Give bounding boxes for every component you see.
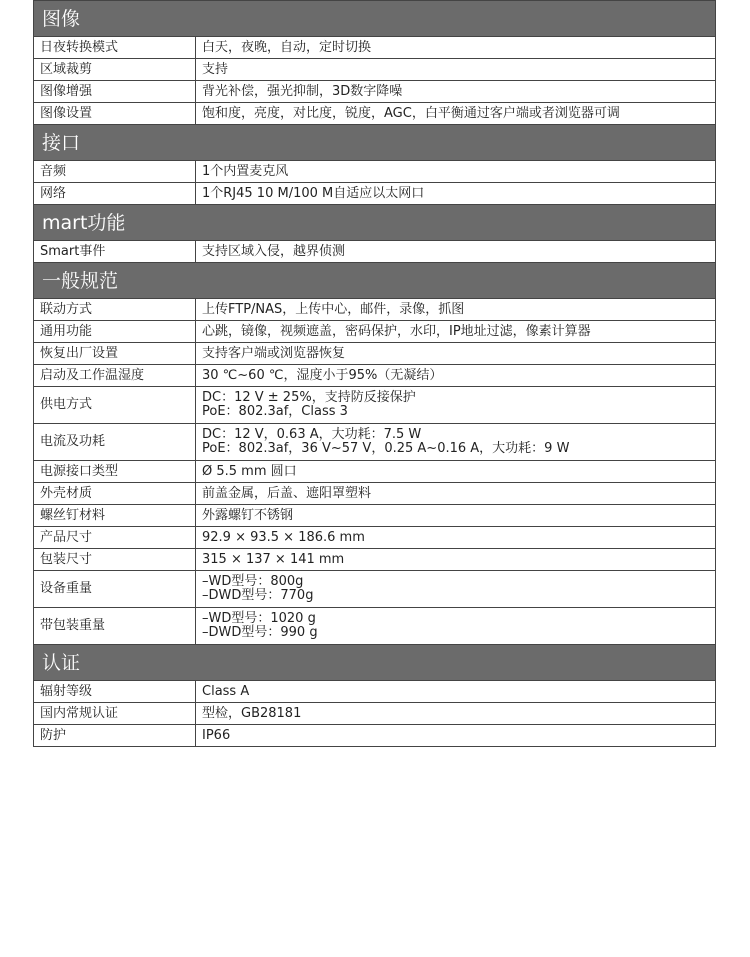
spec-row [34, 161, 716, 183]
section-header [34, 1, 716, 37]
spec-row [34, 81, 716, 103]
spec-value: 92.9 × 93.5 × 186.6 mm [196, 527, 716, 549]
spec-label: 辐射等级 [34, 681, 196, 703]
spec-label: 图像设置 [34, 103, 196, 125]
spec-label: 图像增强 [34, 81, 196, 103]
spec-row [34, 461, 716, 483]
section-title: 一般规范 [34, 263, 716, 299]
spec-value: Ø 5.5 mm 圆口 [196, 461, 716, 483]
spec-table [33, 0, 716, 747]
section-title: 接口 [34, 125, 716, 161]
spec-label: Smart事件 [34, 241, 196, 263]
spec-value-line: DC：12 V ± 25%，支持防反接保护 [202, 390, 416, 405]
spec-row [34, 103, 716, 125]
spec-row [34, 549, 716, 571]
spec-table-body [34, 1, 716, 747]
spec-label: 网络 [34, 183, 196, 205]
spec-value-line: –WD型号：1020 g [202, 611, 316, 626]
spec-label: 恢复出厂设置 [34, 343, 196, 365]
spec-value: 1个RJ45 10 M/100 M自适应以太网口 [196, 183, 716, 205]
section-header [34, 125, 716, 161]
spec-value-line: PoE：802.3af，36 V~57 V，0.25 A~0.16 A，大功耗：9 W [202, 441, 570, 456]
spec-value-line: PoE：802.3af，Class 3 [202, 404, 348, 419]
spec-value: 支持区域入侵，越界侦测 [196, 241, 716, 263]
section-title: 图像 [34, 1, 716, 37]
spec-row [34, 725, 716, 747]
spec-value-line: –DWD型号：990 g [202, 625, 318, 640]
spec-row [34, 681, 716, 703]
section-header [34, 205, 716, 241]
spec-row [34, 527, 716, 549]
spec-value: 背光补偿，强光抑制，3D数字降噪 [196, 81, 716, 103]
spec-value: 前盖金属，后盖、遮阳罩塑料 [196, 483, 716, 505]
spec-value-line: DC：12 V，0.63 A，大功耗：7.5 W [202, 427, 422, 442]
spec-label: 启动及工作温湿度 [34, 365, 196, 387]
spec-row [34, 505, 716, 527]
spec-value [196, 608, 716, 645]
spec-row [34, 424, 716, 461]
spec-value: Class A [196, 681, 716, 703]
spec-value: 饱和度，亮度，对比度，锐度，AGC，白平衡通过客户端或者浏览器可调 [196, 103, 716, 125]
spec-row [34, 483, 716, 505]
spec-row [34, 183, 716, 205]
section-header [34, 645, 716, 681]
spec-row [34, 321, 716, 343]
spec-value: 白天，夜晚，自动，定时切换 [196, 37, 716, 59]
spec-value: 心跳，镜像，视频遮盖，密码保护，水印，IP地址过滤，像素计算器 [196, 321, 716, 343]
spec-value: 支持 [196, 59, 716, 81]
spec-value: 30 ℃~60 ℃，湿度小于95%（无凝结） [196, 365, 716, 387]
spec-row [34, 343, 716, 365]
spec-value [196, 387, 716, 424]
spec-label: 螺丝钉材料 [34, 505, 196, 527]
spec-value: 支持客户端或浏览器恢复 [196, 343, 716, 365]
spec-row [34, 608, 716, 645]
spec-value: 上传FTP/NAS，上传中心，邮件，录像，抓图 [196, 299, 716, 321]
spec-value: IP66 [196, 725, 716, 747]
section-title: mart功能 [34, 205, 716, 241]
spec-label: 日夜转换模式 [34, 37, 196, 59]
spec-label: 联动方式 [34, 299, 196, 321]
spec-label: 电源接口类型 [34, 461, 196, 483]
spec-value-line: –DWD型号：770g [202, 588, 314, 603]
spec-row [34, 365, 716, 387]
section-header [34, 263, 716, 299]
spec-value [196, 424, 716, 461]
spec-label: 供电方式 [34, 387, 196, 424]
spec-value [196, 571, 716, 608]
spec-label: 设备重量 [34, 571, 196, 608]
spec-label: 包装尺寸 [34, 549, 196, 571]
section-title: 认证 [34, 645, 716, 681]
spec-label: 外壳材质 [34, 483, 196, 505]
spec-value-line: –WD型号：800g [202, 574, 304, 589]
spec-row [34, 241, 716, 263]
spec-row [34, 37, 716, 59]
spec-label: 产品尺寸 [34, 527, 196, 549]
spec-value: 315 × 137 × 141 mm [196, 549, 716, 571]
spec-label: 电流及功耗 [34, 424, 196, 461]
spec-row [34, 387, 716, 424]
spec-label: 音频 [34, 161, 196, 183]
spec-label: 区域裁剪 [34, 59, 196, 81]
spec-label: 通用功能 [34, 321, 196, 343]
spec-row [34, 571, 716, 608]
spec-value: 型检，GB28181 [196, 703, 716, 725]
spec-row [34, 299, 716, 321]
spec-row [34, 59, 716, 81]
spec-label: 防护 [34, 725, 196, 747]
spec-value: 外露螺钉不锈钢 [196, 505, 716, 527]
spec-label: 国内常规认证 [34, 703, 196, 725]
spec-value: 1个内置麦克风 [196, 161, 716, 183]
spec-row [34, 703, 716, 725]
spec-label: 带包装重量 [34, 608, 196, 645]
